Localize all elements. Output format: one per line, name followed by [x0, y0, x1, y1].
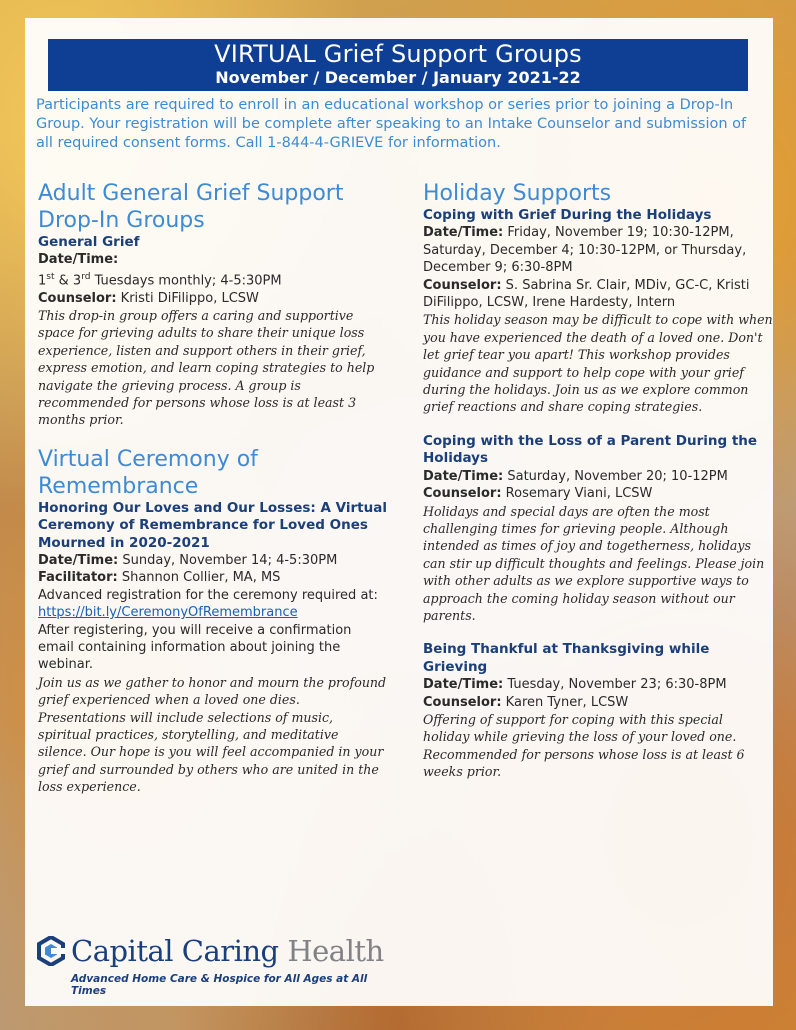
ceremony-section-heading: Virtual Ceremony of Remembrance	[38, 446, 258, 499]
holiday-event-description: Offering of support for coping with this special holiday while grieving the loss of your loved one. Recommended for persons whose loss is at least 6 weeks prior.	[423, 711, 745, 780]
holiday-event-datetime: Date/Time: Tuesday, November 23; 6:30-8PM	[423, 677, 727, 693]
holiday-event-counselor: Counselor: Karen Tyner, LCSW	[423, 694, 629, 710]
ceremony-facilitator: Facilitator: Shannon Collier, MA, MS	[38, 570, 281, 586]
ceremony-registration: Advanced registration for the ceremony required at: https://bit.ly/CeremonyOfRemembrance	[38, 587, 378, 621]
ceremony-registration-link[interactable]: https://bit.ly/CeremonyOfRemembrance	[38, 605, 298, 621]
banner-subtitle: November / December / January 2021-22	[215, 68, 581, 87]
adult-section-heading: Adult General Grief Support Drop-In Groups	[38, 181, 344, 233]
holiday-event-datetime: Date/Time: Saturday, November 20; 10-12PM	[423, 468, 728, 484]
holiday-event-counselor: Counselor: S. Sabrina Sr. Clair, MDiv, GC-C, Kristi DiFilippo, LCSW, Irene Hardesty, Intern	[423, 277, 750, 311]
holiday-event-description: This holiday season may be difficult to cope with when you have experienced the death of a loved one. Don't let grief tear you apart! This workshop provides guidance and support to help cope with your grief during the holidays. Join us as we explore common grief reactions and share coping strategies.	[423, 312, 773, 415]
holiday-event	[423, 433, 773, 624]
banner-title: VIRTUAL Grief Support Groups	[214, 40, 582, 68]
holiday-event-title: Coping with Grief During the Holidays	[423, 207, 712, 223]
adult-datetime: Date/Time: 1st & 3rd Tuesdays monthly; 4-5:30PM	[38, 252, 282, 289]
datetime-label: Date/Time:	[38, 252, 119, 268]
holiday-event	[423, 207, 773, 416]
left-column	[38, 180, 388, 796]
adult-description: This drop-in group offers a caring and supportive space for grieving adults to share their unique loss experience, listen and support others in their grief, express emotion, and learn coping strategies to help navigate the grieving process. A group is recommended for persons whose loss is at least 3 months prior.	[38, 307, 375, 428]
holiday-section-heading: Holiday Supports	[423, 181, 612, 206]
ceremony-event-title: Honoring Our Loves and Our Losses: A Virtual Ceremony of Remembrance for Loved Ones Mourned in 2020-2021	[38, 499, 387, 551]
right-column	[423, 180, 773, 781]
holiday-event-title: Coping with the Loss of a Parent During the Holidays	[423, 432, 758, 467]
general-grief-title: General Grief	[38, 234, 140, 250]
logo-wordmark: Capital Caring Health	[71, 934, 384, 968]
counselor-label: Counselor:	[38, 290, 117, 306]
holiday-event-counselor: Counselor: Rosemary Viani, LCSW	[423, 486, 653, 502]
title-banner	[48, 39, 748, 91]
ceremony-after-text: After registering, you will receive a confirmation email containing information about joining the webinar.	[38, 622, 352, 673]
holiday-event	[423, 641, 773, 780]
holiday-event-description: Holidays and special days are often the most challenging times for grieving people. Although intended as times of joy and togetherness, holidays can stir up difficult thoughts and feelings. Please join with other adults as we explore supportive ways to approach the coming holiday season without our parents.	[423, 503, 765, 623]
holiday-event-datetime: Date/Time: Friday, November 19; 10:30-12PM, Saturday, December 4; 10:30-12PM, or Thursday, December 9; 6:30-8PM	[423, 225, 747, 276]
ceremony-datetime: Date/Time: Sunday, November 14; 4-5:30PM	[38, 553, 338, 569]
capital-caring-logo	[37, 934, 387, 997]
ceremony-description: Join us as we gather to honor and mourn the profound grief experienced when a loved one dies. Presentations will include selections of music, spiritual practices, storytelling, and meditative silence. Our hope is you will feel accompanied in your grief and surrounded by others who are united in the loss experience.	[38, 674, 387, 795]
logo-tagline: Advanced Home Care & Hospice for All Ages at All Times	[71, 973, 368, 997]
intro-paragraph: Participants are required to enroll in an educational workshop or series prior to joining a Drop-In Group. Your registration will be complete after speaking to an Intake Counselor and submission of all required consent forms. Call 1-844-4-GRIEVE for information.	[36, 97, 747, 151]
logo-mark-icon	[37, 936, 65, 966]
holiday-event-title: Being Thankful at Thanksgiving while Grieving	[423, 641, 710, 675]
adult-counselor: Counselor: Kristi DiFilippo, LCSW	[38, 290, 259, 306]
